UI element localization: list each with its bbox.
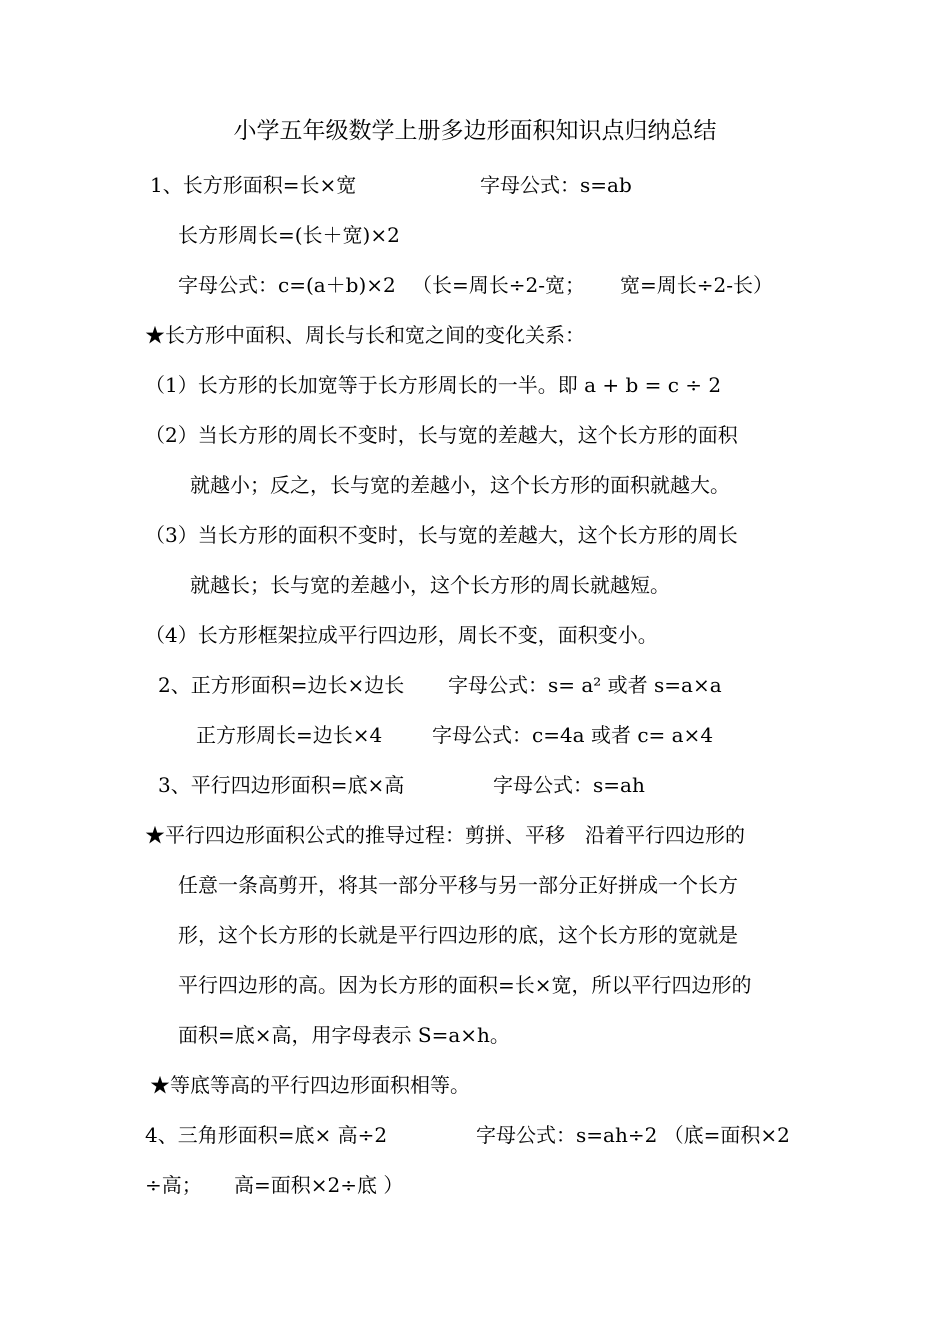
rectangle-rule-2a: （2）当长方形的周长不变时，长与宽的差越大，这个长方形的面积 [145, 423, 738, 447]
triangle-continuation-2: 高=面积×2÷底 ） [234, 1173, 404, 1197]
rectangle-perimeter-formula: 字母公式：c=(a＋b)×2 [178, 273, 396, 297]
document-title: 小学五年级数学上册多边形面积知识点归纳总结 [233, 118, 717, 144]
rectangle-rule-1: （1）长方形的长加宽等于长方形周长的一半。即 a + b = c ÷ 2 [145, 373, 722, 397]
rectangle-rule-2b: 就越小；反之，长与宽的差越小，这个长方形的面积就越大。 [190, 473, 730, 497]
parallelogram-derivation-2: 任意一条高剪开，将其一部分平移与另一部分正好拼成一个长方 [178, 873, 738, 897]
parallelogram-area-formula: 字母公式：s=ah [493, 773, 645, 797]
rectangle-rule-3b: 就越长；长与宽的差越小，这个长方形的周长就越短。 [190, 573, 670, 597]
rectangle-star-heading: ★长方形中面积、周长与长和宽之间的变化关系： [145, 323, 585, 347]
parallelogram-equal-note: ★等底等高的平行四边形面积相等。 [150, 1073, 470, 1097]
parallelogram-derivation-5: 面积=底×高，用字母表示 S=a×h。 [178, 1023, 510, 1047]
rectangle-area-formula: 字母公式：s=ab [480, 173, 632, 197]
parallelogram-derivation-1: ★平行四边形面积公式的推导过程：剪拼、平移 沿着平行四边形的 [145, 823, 745, 847]
parallelogram-derivation-3: 形，这个长方形的长就是平行四边形的底，这个长方形的宽就是 [178, 923, 738, 947]
square-perimeter: 正方形周长=边长×4 [196, 723, 383, 747]
parallelogram-area: 3、平行四边形面积=底×高 [158, 773, 405, 797]
triangle-area: 4、三角形面积=底× 高÷2 [145, 1123, 388, 1147]
rectangle-rule-4: （4）长方形框架拉成平行四边形，周长不变，面积变小。 [145, 623, 658, 647]
square-perimeter-formula: 字母公式：c=4a 或者 c= a×4 [432, 723, 714, 747]
rectangle-area: 1、长方形面积=长×宽 [150, 173, 357, 197]
rectangle-rule-3a: （3）当长方形的面积不变时，长与宽的差越大，这个长方形的周长 [145, 523, 738, 547]
square-area: 2、正方形面积=边长×边长 [158, 673, 405, 697]
parallelogram-derivation-4: 平行四边形的高。因为长方形的面积=长×宽，所以平行四边形的 [178, 973, 752, 997]
rectangle-perimeter: 长方形周长=(长＋宽)×2 [178, 223, 400, 247]
square-area-formula: 字母公式：s= a² 或者 s=a×a [448, 673, 722, 697]
triangle-continuation-1: ÷高； [145, 1173, 202, 1197]
rectangle-derived-width: 宽=周长÷2-长） [620, 273, 773, 297]
triangle-area-formula: 字母公式：s=ah÷2 （底=面积×2 [476, 1123, 790, 1147]
rectangle-derived-length: （长=周长÷2-宽； [412, 273, 585, 297]
